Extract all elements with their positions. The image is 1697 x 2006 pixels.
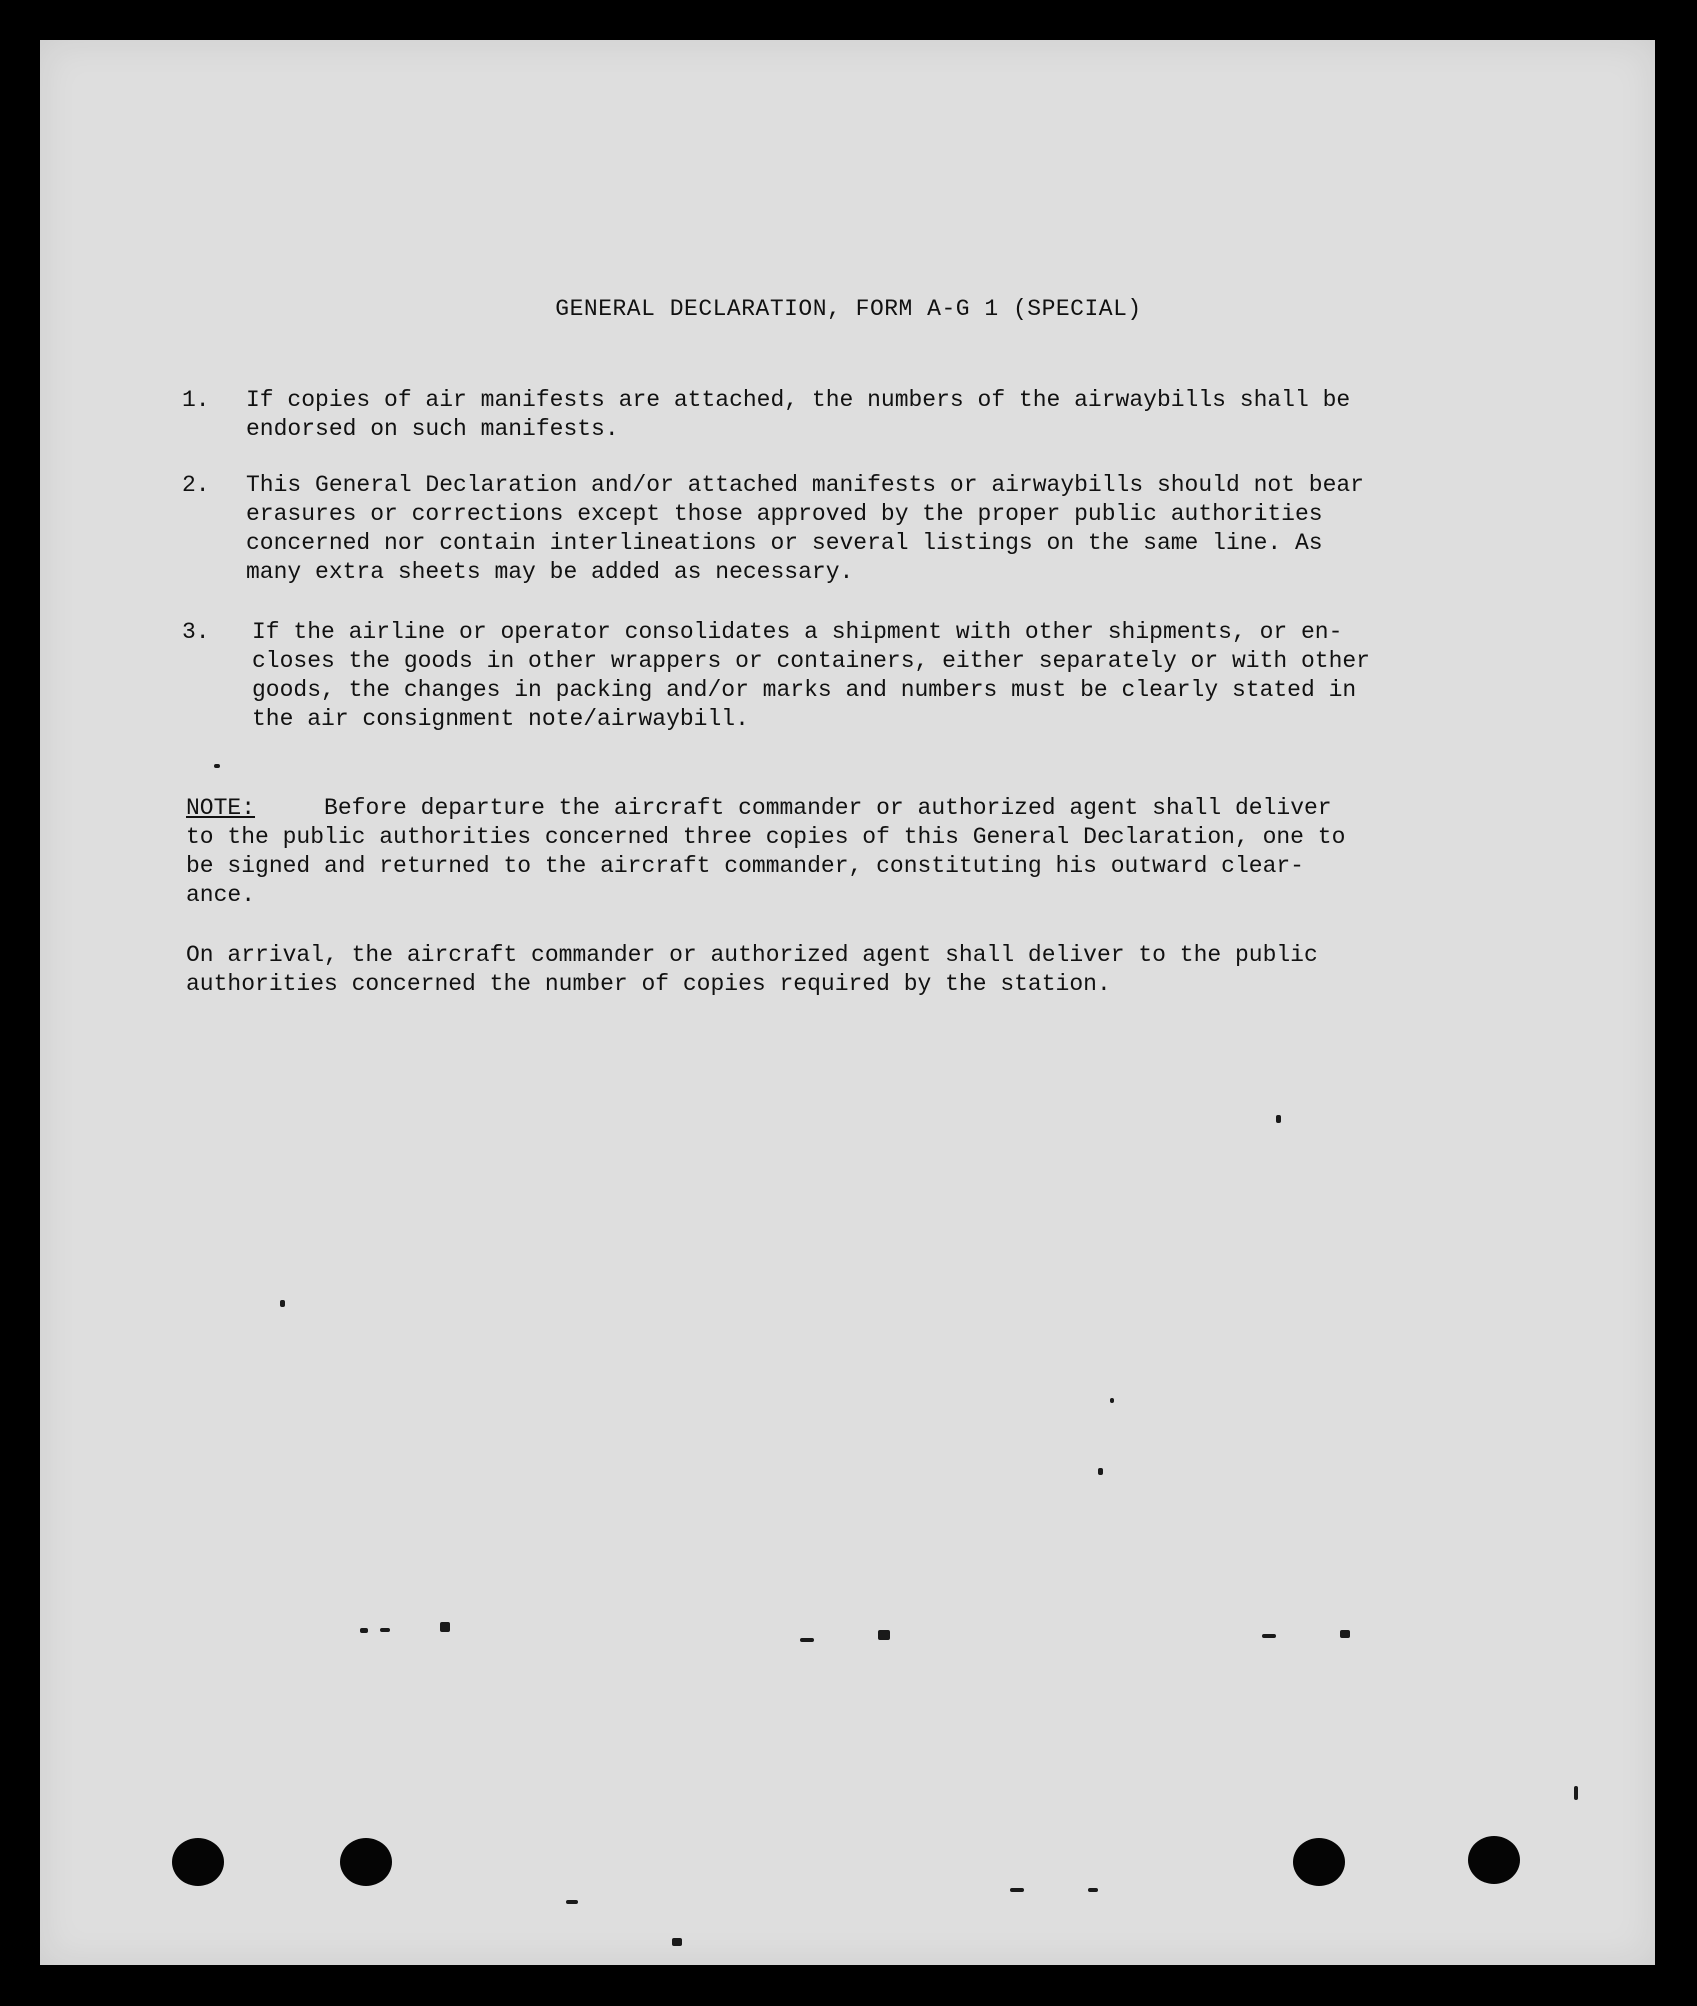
scan-speck bbox=[1276, 1115, 1281, 1123]
item-line: closes the goods in other wrappers or containers, either separately or with other bbox=[252, 648, 1370, 674]
arrival-line: authorities concerned the number of copies required by the station. bbox=[186, 971, 1111, 997]
scan-speck bbox=[1262, 1634, 1276, 1638]
punch-hole bbox=[340, 1838, 392, 1886]
punch-hole bbox=[172, 1838, 224, 1886]
item-line: This General Declaration and/or attached manifests or airwaybills should not bear bbox=[246, 472, 1364, 498]
scan-speck bbox=[360, 1628, 368, 1633]
note-line: be signed and returned to the aircraft commander, constituting his outward clear- bbox=[186, 853, 1304, 879]
scan-speck bbox=[440, 1622, 450, 1632]
item-line: erasures or corrections except those approved by the proper public authorities bbox=[246, 501, 1323, 527]
scan-speck bbox=[1088, 1888, 1098, 1892]
scan-speck bbox=[566, 1900, 578, 1904]
scan-speck bbox=[280, 1300, 285, 1307]
punch-hole bbox=[1293, 1838, 1345, 1886]
item-line: many extra sheets may be added as necessary. bbox=[246, 559, 854, 585]
scan-speck bbox=[672, 1938, 682, 1946]
item-number: 3. bbox=[182, 619, 210, 645]
document-title: GENERAL DECLARATION, FORM A-G 1 (SPECIAL) bbox=[555, 296, 1142, 322]
scan-speck bbox=[380, 1628, 390, 1632]
item-number: 2. bbox=[182, 472, 210, 498]
note-first-line bbox=[186, 793, 1332, 823]
scan-speck bbox=[1110, 1398, 1114, 1403]
item-line: If copies of air manifests are attached, the numbers of the airwaybills shall be bbox=[246, 387, 1351, 413]
note-line: to the public authorities concerned three copies of this General Declaration, one to bbox=[186, 824, 1346, 850]
scan-speck bbox=[1010, 1888, 1024, 1892]
item-line: concerned nor contain interlineations or several listings on the same line. As bbox=[246, 530, 1323, 556]
item-line: goods, the changes in packing and/or marks and numbers must be clearly stated in bbox=[252, 677, 1357, 703]
note-line: ance. bbox=[186, 882, 256, 908]
item-line: the air consignment note/airwaybill. bbox=[252, 706, 749, 732]
item-number: 1. bbox=[182, 387, 210, 413]
scan-speck bbox=[800, 1638, 814, 1642]
item-line: If the airline or operator consolidates a shipment with other shipments, or en- bbox=[252, 619, 1343, 645]
punch-hole bbox=[1468, 1836, 1520, 1884]
scan-speck bbox=[1574, 1786, 1578, 1800]
scan-speck bbox=[878, 1630, 890, 1640]
scan-speck bbox=[214, 764, 220, 768]
arrival-line: On arrival, the aircraft commander or authorized agent shall deliver to the public bbox=[186, 942, 1318, 968]
scan-speck bbox=[1340, 1630, 1350, 1638]
item-line: endorsed on such manifests. bbox=[246, 416, 619, 442]
note-text: Before departure the aircraft commander or authorized agent shall deliver bbox=[324, 795, 1332, 821]
note-label: NOTE: bbox=[186, 795, 256, 821]
scan-speck bbox=[1098, 1468, 1103, 1475]
